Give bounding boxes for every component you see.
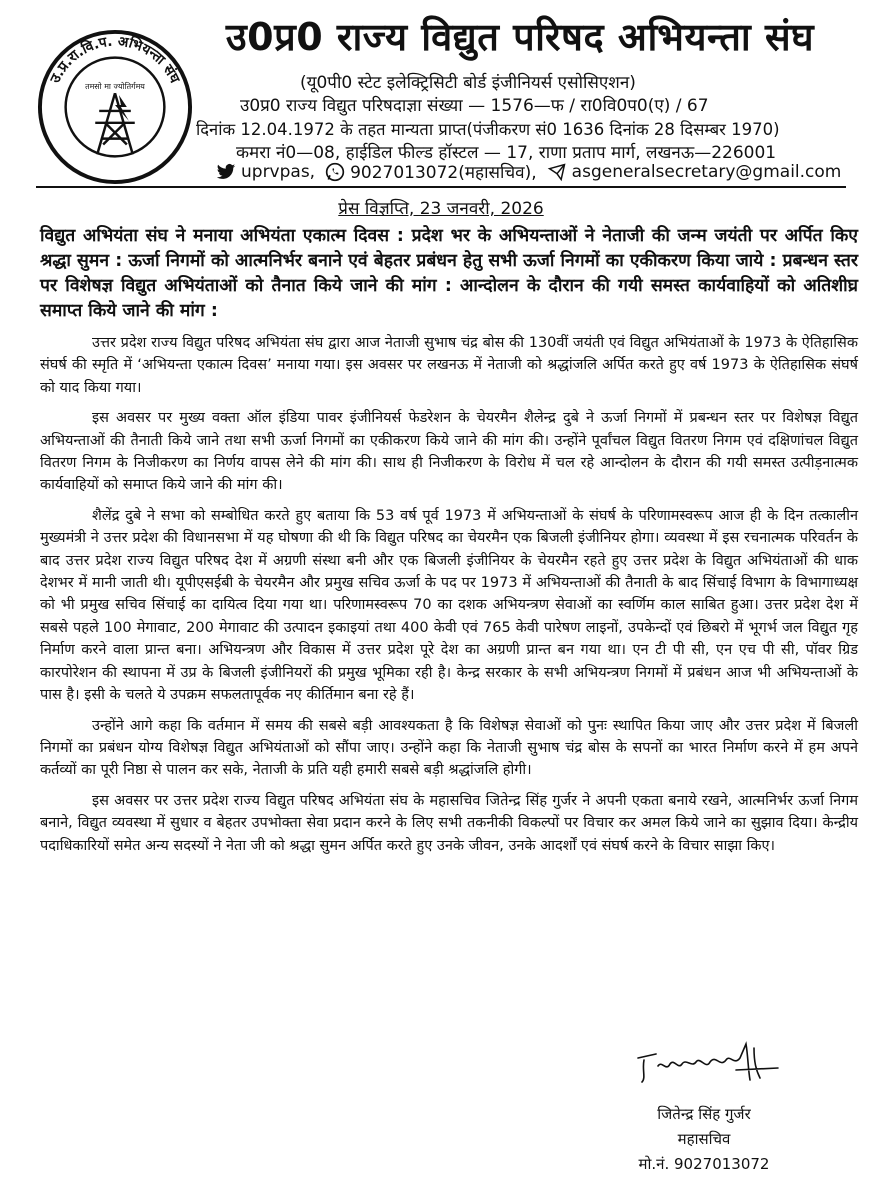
svg-text:उ.प्र.रा.वि.प. अभियन्ता संघ: उ.प्र.रा.वि.प. अभियन्ता संघ: [47, 33, 183, 86]
signature-block: [604, 1102, 804, 1177]
press-release-title: प्रेस विज्ञप्ति, 23 जनवरी, 2026: [338, 199, 544, 219]
signatory-mobile: मो.नं. 9027013072: [638, 1155, 770, 1173]
header-divider: [36, 186, 846, 188]
signatory-designation: महासचिव: [677, 1130, 731, 1148]
organization-name: उ0प्र0 राज्य विद्युत परिषद अभियन्ता संघ: [225, 15, 815, 59]
paragraph: शैलेंद्र दुबे ने सभा को सम्बोधित करते हुए बताया कि 53 वर्ष पूर्व 1973 में अभियन्ताओं के संघर्ष के परिणामस्वरूप आज ही के दिन तत्कालीन मुख्यमंत्री ने उत्तर प्रदेश की विधानसभा में यह घोषणा की थी कि विद्युत परिषद का चेयरमैन एक बिजली इंजीनियर होगा। व्यवस्था में इस रचनात्मक परिवर्तन के बाद उत्तर प्रदेश राज्य विद्युत परिषद देश में अग्रणी संस्था बनी और एक बिजली इंजीनियर के चेयरमैन रहते हुए उत्तर प्रदेश के विद्युत अभियंताओं की धाक देशभर में मानी जाती थी। यूपीएसईबी के चेयरमैन और प्रमुख सचिव ऊर्जा के पद पर 1973 में अभियन्ताओं की तैनाती के बाद सिंचाई विभाग के विभागाध्यक्ष को भी प्रमुख सचिव सिंचाई का दायित्व दिया गया था। परिणामस्वरूप 70 का दशक अभियन्त्रण सेवाओं का स्वर्णिम काल साबित हुआ। उत्तर प्रदेश देश में सबसे पहले 100 मेगावाट, 200 मेगावाट की उत्पादन इकाइयां तथा 400 केवी एवं 765 केवी पारेषण लाइनों, उपकेन्दों एवं छिबरो में भूगर्भ जल विद्युत गृह निर्माण करने वाला प्रान्त बना। अभियन्त्रण और विकास में उत्तर प्रदेश पूरे देश का अग्रणी प्रान्त बन गया था। एन टी पी सी, एन एच पी सी, पॉवर ग्रिड कारपोरेशन की स्थापना में उप्र के बिजली इंजीनियरों की प्रमुख भूमिका रही है। केन्द्र सरकार के सभी अभियन्त्रण निगमों में प्रबंधन आज भी अभियन्ताओं के पास है। इसी के चलते ये उपक्रम सफलतापूर्वक नए कीर्तिमान बना रहे हैं।: [40, 507, 858, 704]
office-address: कमरा नं0—08, हाईडिल फील्ड हॉस्टल — 17, राणा प्रताप मार्ग, लखनऊ—226001: [236, 143, 777, 163]
svg-text:तमसो मा ज्योतिर्गमय: तमसो मा ज्योतिर्गमय: [85, 82, 145, 92]
press-release-body: [40, 332, 858, 865]
paragraph: उत्तर प्रदेश राज्य विद्युत परिषद अभियंता संघ द्वारा आज नेताजी सुभाष चंद्र बोस की 130वीं जयंती एवं विद्युत अभियंताओं के 1973 के ऐतिहासिक संघर्ष की स्मृति में ‘अभियन्ता एकात्म दिवस’ मनाया गया। इस अवसर पर लखनऊ में नेताजी को श्रद्धांजलि अर्पित करते हुए वर्ष 1973 के ऐतिहासिक संघर्ष को याद किया गया।: [40, 335, 858, 396]
recognition-line: दिनांक 12.04.1972 के तहत मान्यता प्राप्त(पंजीकरण सं0 1636 दिनांक 28 दिसम्बर 1970): [196, 120, 780, 139]
organization-english-name: (यू0पी0 स्टेट इलेक्ट्रिसिटी बोर्ड इंजीनियर्स एसोसिएशन): [300, 73, 636, 93]
paragraph: इस अवसर पर मुख्य वक्ता ऑल इंडिया पावर इंजीनियर्स फेडरेशन के चेयरमैन शैलेन्द्र दुबे ने ऊर्जा निगमों में प्रबन्धन स्तर पर विशेषज्ञ विद्युत अभियन्ताओं की तैनाती किये जाने तथा सभी ऊर्जा निगमों का एकीकरण किये जाने की मांग की। उन्होंने पूर्वांचल विद्युत वितरण निगम एवं दक्षिणांचल विद्युत वितरण निगम के निजीकरण का निर्णय वापस लेने की मांग की। साथ ही निजीकरण के विरोध में चल रहे आन्दोलन के दौरान की गयी समस्त उत्पीड़नात्मक कार्यवाहियों को समाप्त किये जाने की मांग की।: [40, 410, 858, 494]
email-icon: [547, 162, 567, 182]
email-address[interactable]: asgeneralsecretary@gmail.com: [571, 161, 842, 182]
handwritten-signature: [636, 1040, 786, 1086]
order-reference: उ0प्र0 राज्य विद्युत परिषदाज्ञा संख्या — 1576—फ / रा0वि0प0(ए) / 67: [240, 96, 709, 116]
phone-number[interactable]: 9027013072(महासचिव),: [350, 163, 537, 183]
paragraph: इस अवसर पर उत्तर प्रदेश राज्य विद्युत परिषद अभियंता संघ के महासचिव जितेन्द्र सिंह गुर्जर ने अपनी एकता बनाये रखने, आत्मनिर्भर ऊर्जा निगम बनाने, विद्युत व्यवस्था में सुधार व बेहतर उपभोक्ता सेवा प्रदान करने के लिए सभी तकनीकी विकल्पों पर विचार कर अमल किये जाने का सुझाव दिया। केन्द्रीय पदाधिकारियों समेत अन्य सदस्यों ने नेता जी को श्रद्धा सुमन अर्पित करते हुए उनके जीवन, उनके आदर्शों एवं संघर्ष करने के विचार साझा किए।: [40, 792, 858, 854]
signatory-name: जितेन्द्र सिंह गुर्जर: [657, 1105, 751, 1123]
twitter-icon: [216, 162, 236, 182]
headline: विद्युत अभियंता संघ ने मनाया अभियंता एकात्म दिवस : प्रदेश भर के अभियन्ताओं ने नेताजी की जन्म जयंती पर अर्पित किए श्रद्धा सुमन : ऊर्जा निगमों को आत्मनिर्भर बनाने एवं बेहतर प्रबंधन हेतु सभी ऊर्जा निगमों का एकीकरण किया जाये : प्रबन्धन स्तर पर विशेषज्ञ विद्युत अभियंताओं को तैनात किये जाने की मांग : आन्दोलन के दौरान की गयी समस्त कार्यवाहियों को अतिशीघ्र समाप्त किये जाने की मांग :: [40, 226, 858, 321]
whatsapp-icon: [325, 162, 345, 182]
contact-line: [216, 160, 841, 183]
twitter-handle[interactable]: uprvpas,: [241, 161, 316, 182]
paragraph: उन्होंने आगे कहा कि वर्तमान में समय की सबसे बड़ी आवश्यकता है कि विशेषज्ञ सेवाओं को पुनः स्थापित किया जाए और उत्तर प्रदेश में बिजली निगमों का प्रबंधन योग्य विशेषज्ञ विद्युत अभियंताओं को सौंपा जाए। उन्होंने कहा कि नेताजी सुभाष चंद्र बोस के सपनों का भारत निर्माण करने में हम अपने कर्तव्यों का पूरी निष्ठा से पालन कर सके, नेताजी के प्रति यही हमारी सबसे बड़ी श्रद्धांजलि होगी।: [40, 717, 858, 779]
